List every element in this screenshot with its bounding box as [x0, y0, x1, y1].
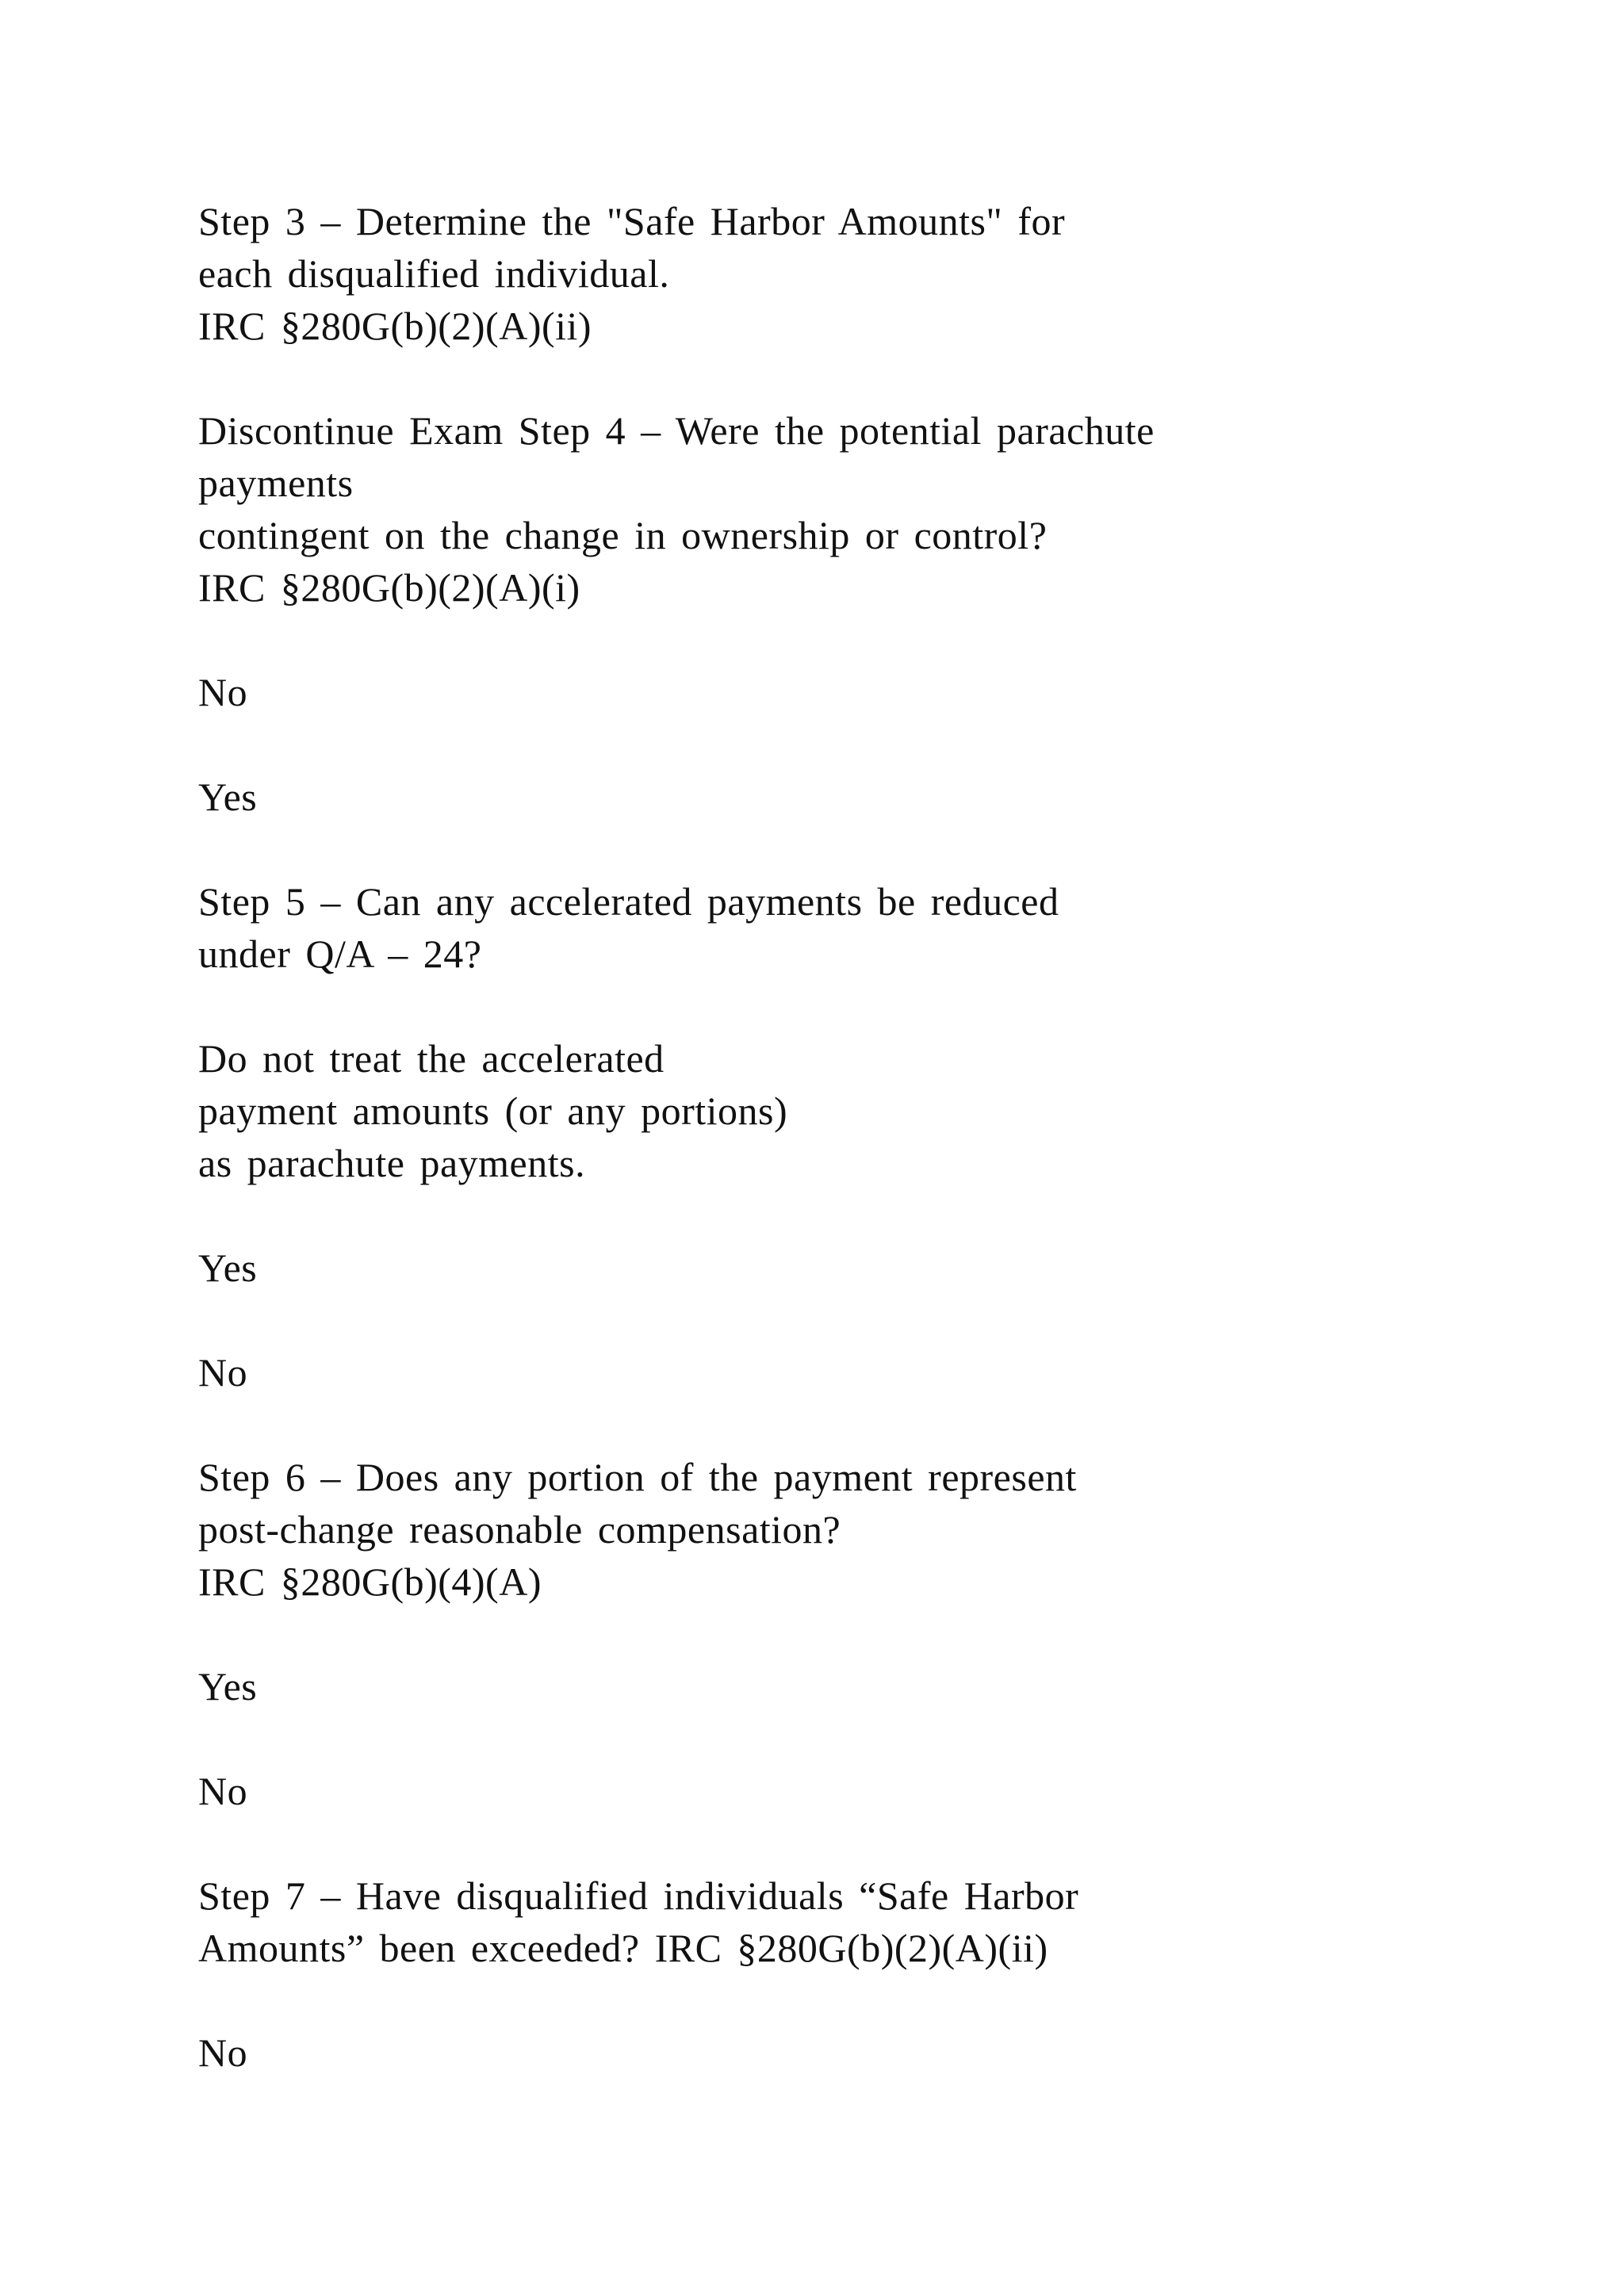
step-7-line-1: Step 7 – Have disqualified individuals “Safe Harbor: [198, 1873, 1079, 1918]
spacer: [198, 614, 1546, 666]
step-4-line-2: payments: [198, 461, 354, 505]
step-5-block: [198, 875, 1546, 980]
spacer: [198, 1974, 1546, 2026]
accelerated-note-line-2: payment amounts (or any portions): [198, 1089, 788, 1133]
step-6-line-1: Step 6 – Does any portion of the payment represent: [198, 1455, 1077, 1499]
spacer: [198, 1189, 1546, 1242]
step-3-block: [198, 195, 1546, 352]
answer-no: No: [198, 2030, 248, 2075]
step-5-line-1: Step 5 – Can any accelerated payments be reduced: [198, 879, 1059, 924]
step-4-block: [198, 404, 1546, 614]
document-page: [198, 195, 1546, 2079]
step-4-line-3: contingent on the change in ownership or control?: [198, 513, 1048, 557]
answer-yes: Yes: [198, 1246, 258, 1290]
spacer: [198, 1712, 1546, 1765]
spacer: [198, 1294, 1546, 1346]
spacer: [198, 980, 1546, 1032]
spacer: [198, 1399, 1546, 1451]
answer-no: No: [198, 1350, 248, 1395]
step-7-line-2: Amounts” been exceeded? IRC §280G(b)(2)(A)(ii): [198, 1926, 1048, 1970]
step-6-citation: IRC §280G(b)(4)(A): [198, 1559, 542, 1604]
answer-yes: Yes: [198, 775, 258, 819]
step-6-block: [198, 1451, 1546, 1608]
spacer: [198, 823, 1546, 875]
step-4-line-1: Discontinue Exam Step 4 – Were the potential parachute: [198, 408, 1155, 453]
answer-no: No: [198, 1769, 248, 1813]
step-6-line-2: post-change reasonable compensation?: [198, 1507, 841, 1552]
step-4-citation: IRC §280G(b)(2)(A)(i): [198, 565, 580, 610]
step-3-line-2: each disqualified individual.: [198, 251, 670, 296]
accelerated-note-line-3: as parachute payments.: [198, 1141, 586, 1185]
spacer: [198, 1817, 1546, 1869]
accelerated-note-block: [198, 1032, 1546, 1189]
accelerated-note-line-1: Do not treat the accelerated: [198, 1036, 665, 1081]
spacer: [198, 1608, 1546, 1660]
step-3-line-1: Step 3 – Determine the "Safe Harbor Amounts" for: [198, 199, 1066, 243]
step-7-block: [198, 1869, 1546, 1974]
step-5-line-2: under Q/A – 24?: [198, 932, 482, 976]
answer-no: No: [198, 670, 248, 714]
spacer: [198, 718, 1546, 771]
spacer: [198, 352, 1546, 404]
answer-yes: Yes: [198, 1664, 258, 1709]
step-3-citation: IRC §280G(b)(2)(A)(ii): [198, 304, 592, 348]
